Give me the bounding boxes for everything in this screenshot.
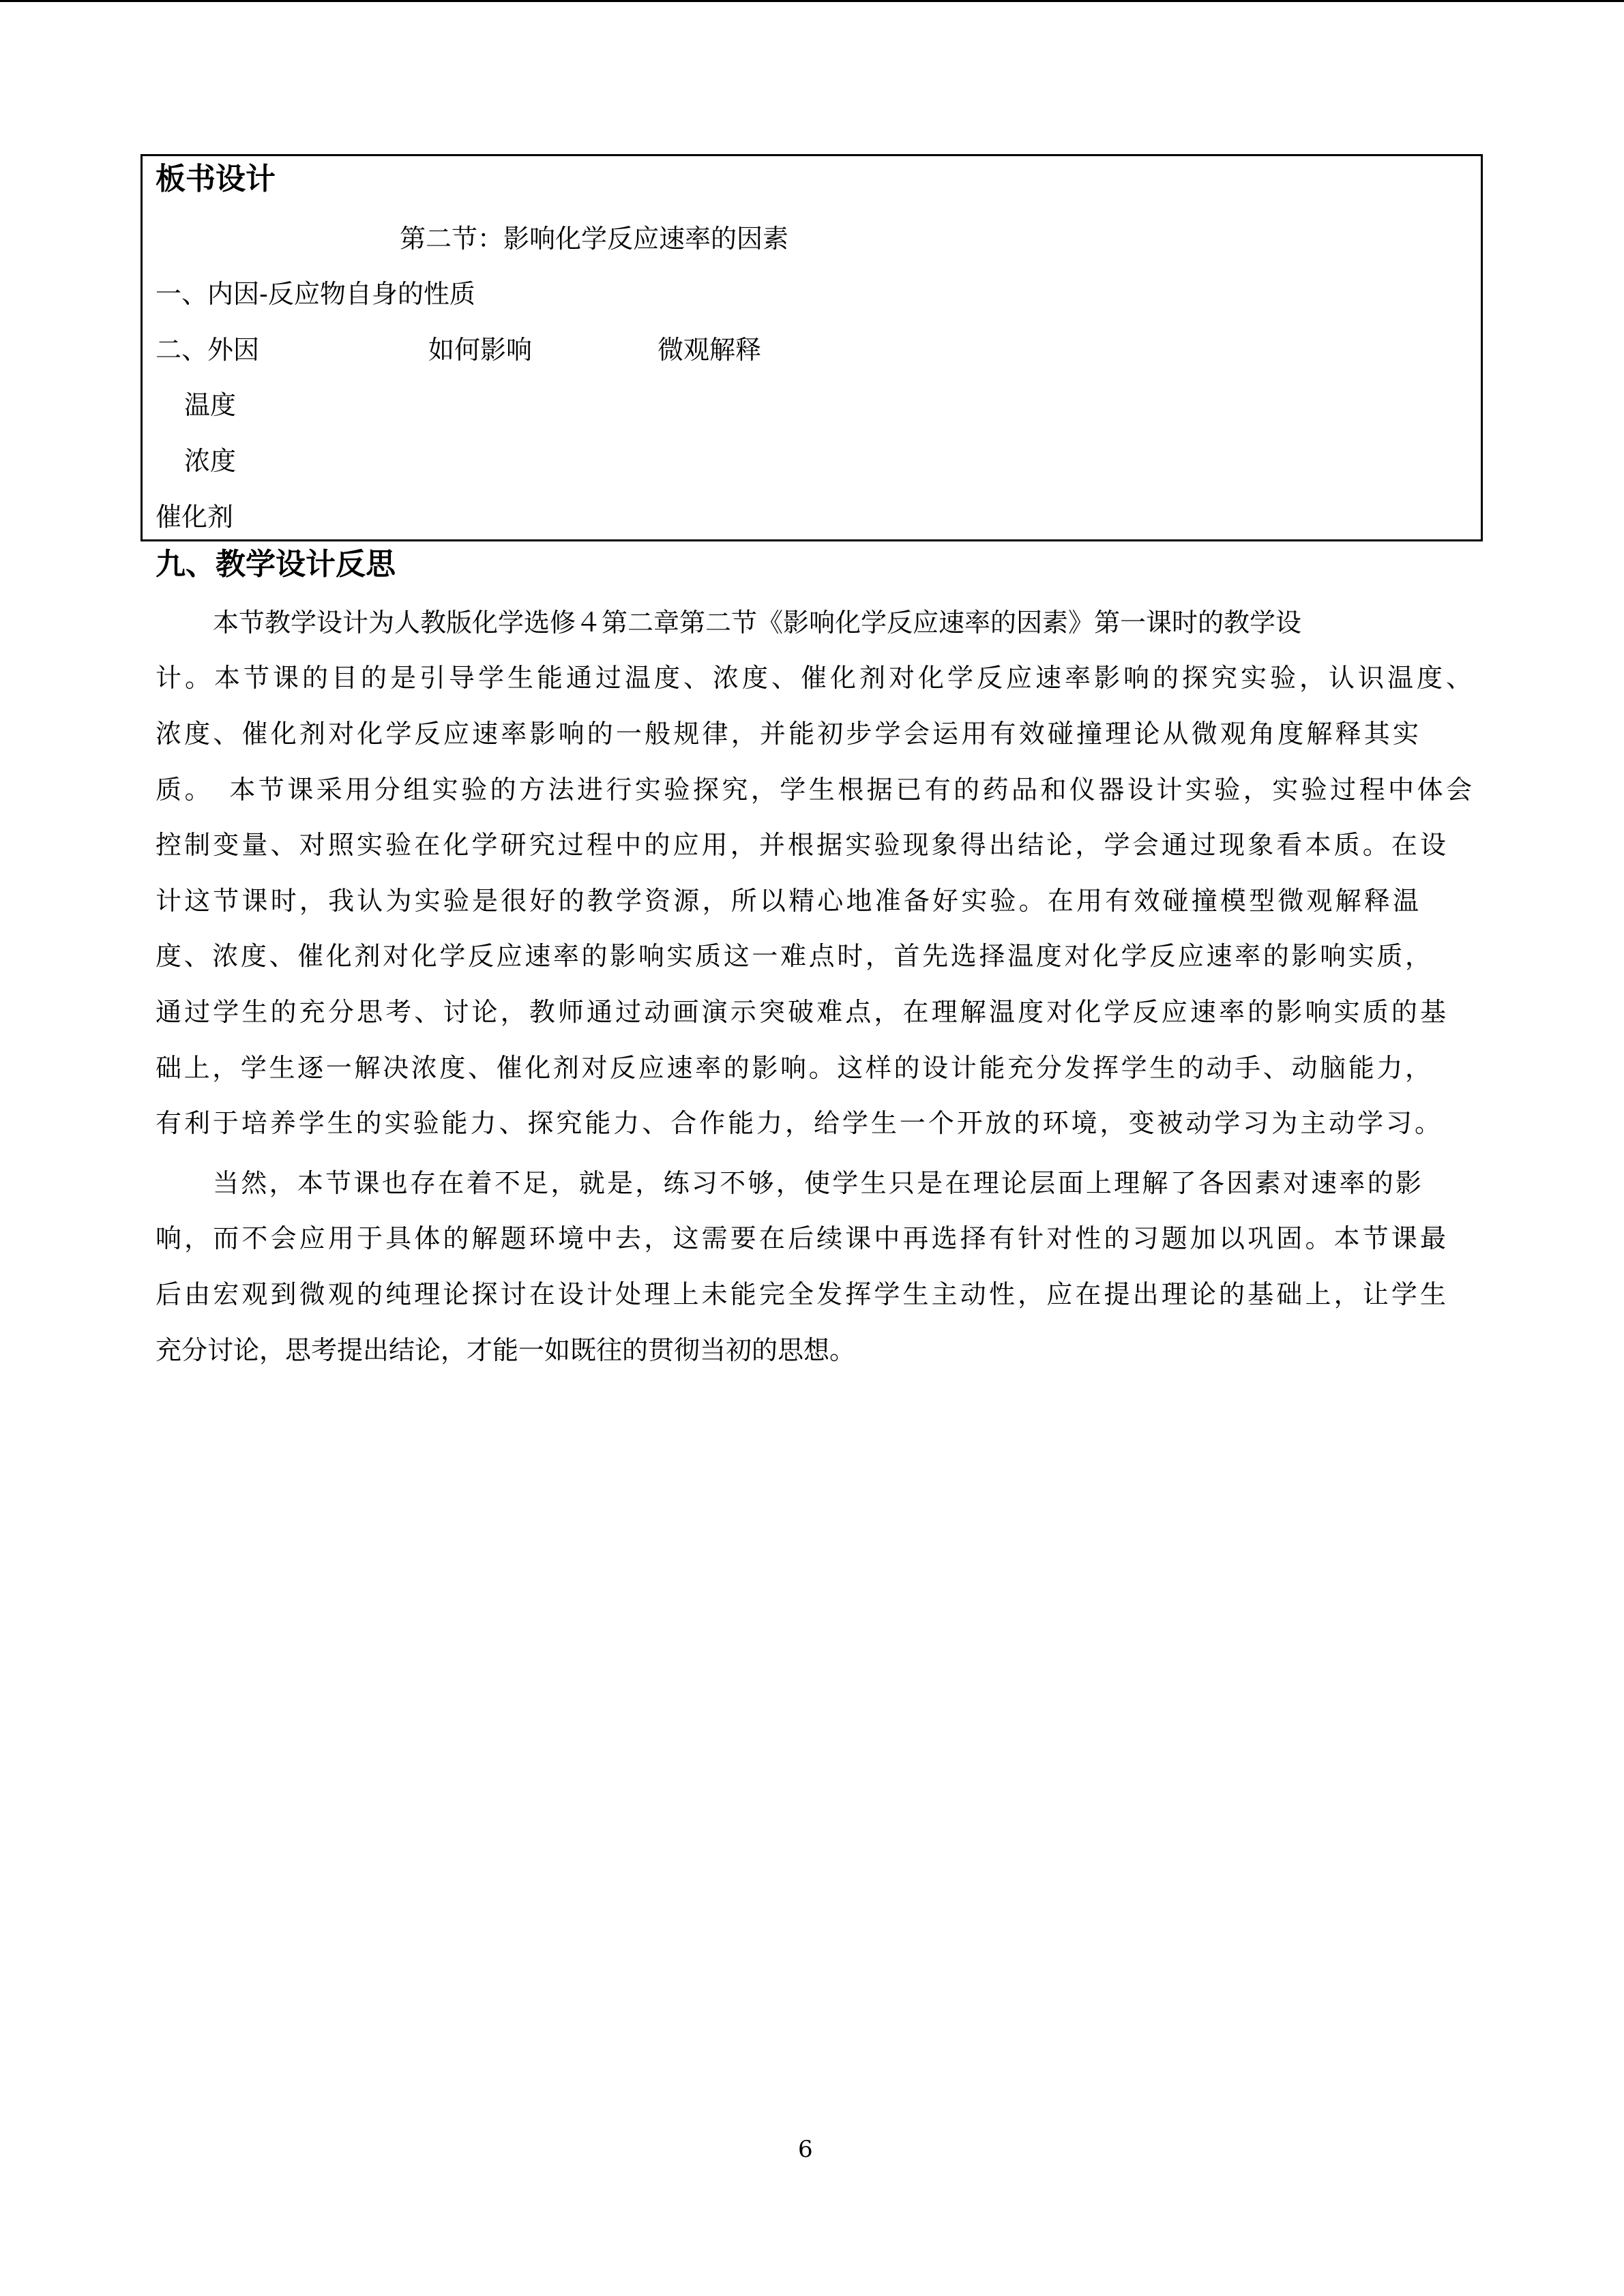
board-line-external-cause: 二、外因 [156, 335, 260, 365]
top-rule [0, 0, 1624, 2]
paragraph1-line: 浓度、催化剂对化学反应速率影响的一般规律，并能初步学会运用有效碰撞理论从微观角度解释其实 [156, 719, 1419, 749]
paragraph2-line: 充分讨论，思考提出结论，才能一如既往的贯彻当初的思想。 [156, 1335, 856, 1365]
board-design-title: 板书设计 [156, 162, 276, 196]
page-number: 6 [798, 2136, 813, 2163]
board-column-micro-explanation: 微观解释 [658, 335, 762, 365]
paragraph1-line: 计这节课时，我认为实验是很好的教学资源，所以精心地准备好实验。在用有效碰撞模型微观解释温 [156, 886, 1419, 916]
board-line-internal-cause: 一、内因-反应物自身的性质 [156, 279, 475, 309]
paragraph2-line: 后由宏观到微观的纯理论探讨在设计处理上未能完全发挥学生主动性，应在提出理论的基础上，让学生 [156, 1279, 1446, 1309]
paragraph1-line: 有利于培养学生的实验能力、探究能力、合作能力，给学生一个开放的环境，变被动学习为主动学习。 [156, 1108, 1441, 1138]
board-item-concentration: 浓度 [184, 446, 237, 476]
board-item-catalyst: 催化剂 [156, 502, 234, 532]
paragraph2-line: 当然，本节课也存在着不足，就是，练习不够，使学生只是在理论层面上理解了各因素对速率的影 [213, 1168, 1421, 1198]
board-column-how-affects: 如何影响 [428, 335, 533, 365]
reflection-heading: 九、教学设计反思 [156, 547, 396, 582]
board-item-temperature: 温度 [184, 390, 237, 420]
paragraph2-line: 响，而不会应用于具体的解题环境中去，这需要在后续课中再选择有针对性的习题加以巩固。本节课最 [156, 1223, 1446, 1253]
paragraph1-line: 控制变量、对照实验在化学研究过程中的应用，并根据实验现象得出结论，学会通过现象看本质。在设 [156, 830, 1446, 860]
paragraph1-line: 础上，学生逐一解决浓度、催化剂对反应速率的影响。这样的设计能充分发挥学生的动手、动脑能力， [156, 1053, 1431, 1083]
paragraph1-line: 质。 本节课采用分组实验的方法进行实验探究，学生根据已有的药品和仪器设计实验，实验过程中体会 [156, 775, 1472, 805]
paragraph1-line: 计。本节课的目的是引导学生能通过温度、浓度、催化剂对化学反应速率影响的探究实验，认识温度、 [156, 663, 1472, 693]
paragraph1-line: 通过学生的充分思考、讨论，教师通过动画演示突破难点，在理解温度对化学反应速率的影响实质的基 [156, 997, 1446, 1027]
paragraph1-line: 本节教学设计为人教版化学选修４第二章第二节《影响化学反应速率的因素》第一课时的教学设 [213, 608, 1302, 638]
paragraph1-line: 度、浓度、催化剂对化学反应速率的影响实质这一难点时，首先选择温度对化学反应速率的影响实质， [156, 941, 1431, 971]
board-section-title: 第二节：影响化学反应速率的因素 [400, 224, 789, 254]
board-design-box [141, 154, 1483, 541]
